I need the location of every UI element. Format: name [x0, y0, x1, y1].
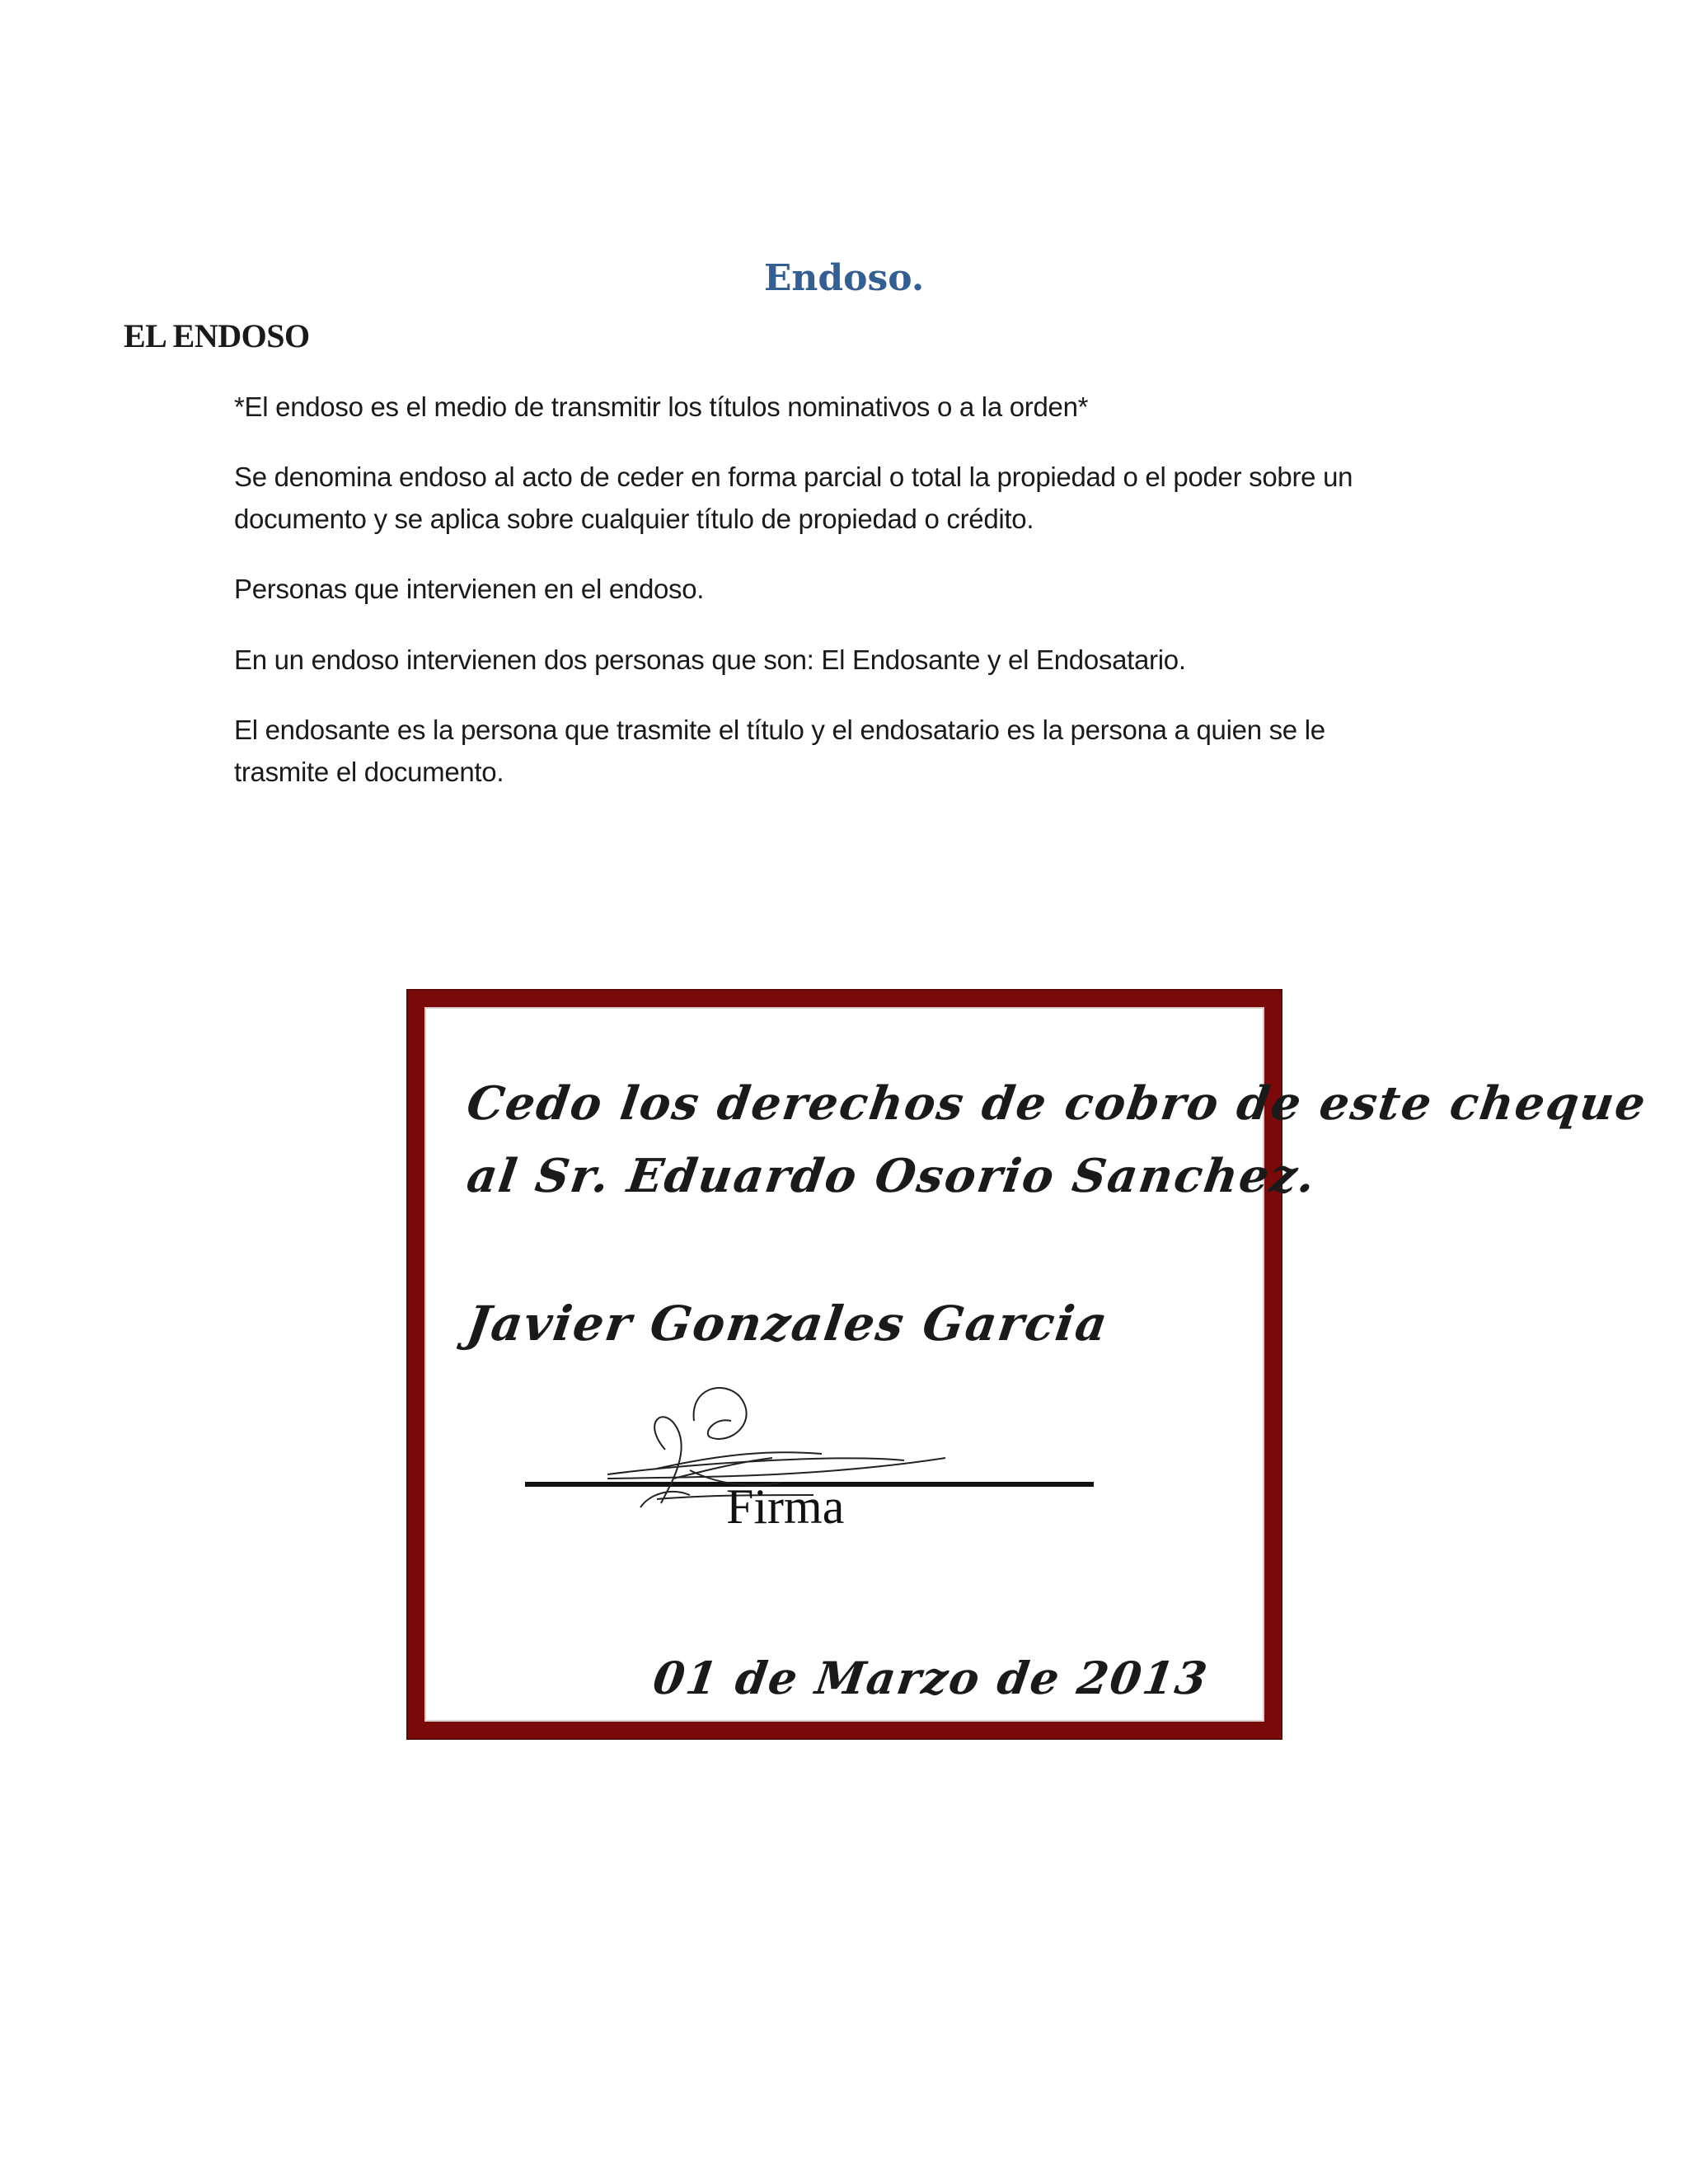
paragraph-participants: En un endoso intervienen dos personas que son: El Endosante y el Endosatario.	[234, 644, 1186, 675]
page-title: Endoso.	[763, 257, 925, 299]
signature-label: Firma	[726, 1479, 845, 1534]
endorsement-text-line2: al Sr. Eduardo Osorio Sanchez.	[463, 1149, 1320, 1203]
endorsement-text-line1: Cedo los derechos de cobro de este cheque	[463, 1076, 1651, 1131]
endorsement-date: 01 de Marzo de 2013	[649, 1652, 1212, 1704]
endorsement-card	[424, 1007, 1651, 1722]
endorsement-image	[406, 989, 1651, 1740]
paragraph-participants-heading: Personas que intervienen en el endoso.	[234, 574, 705, 604]
paragraph-description: Se denomina endoso al acto de ceder en forma parcial o total la propiedad o el poder sobre un documento y se aplica sobre cualquier título de propiedad o crédito.	[234, 462, 1353, 534]
paragraph-roles: El endosante es la persona que trasmite el título y el endosatario es la persona a quien se le trasmite el documento.	[234, 715, 1325, 787]
section-heading: EL ENDOSO	[124, 317, 310, 354]
signer-name: Javier Gonzales Garcia	[463, 1296, 1113, 1352]
paragraph-definition: *El endoso es el medio de transmitir los títulos nominativos o a la orden*	[234, 391, 1089, 422]
